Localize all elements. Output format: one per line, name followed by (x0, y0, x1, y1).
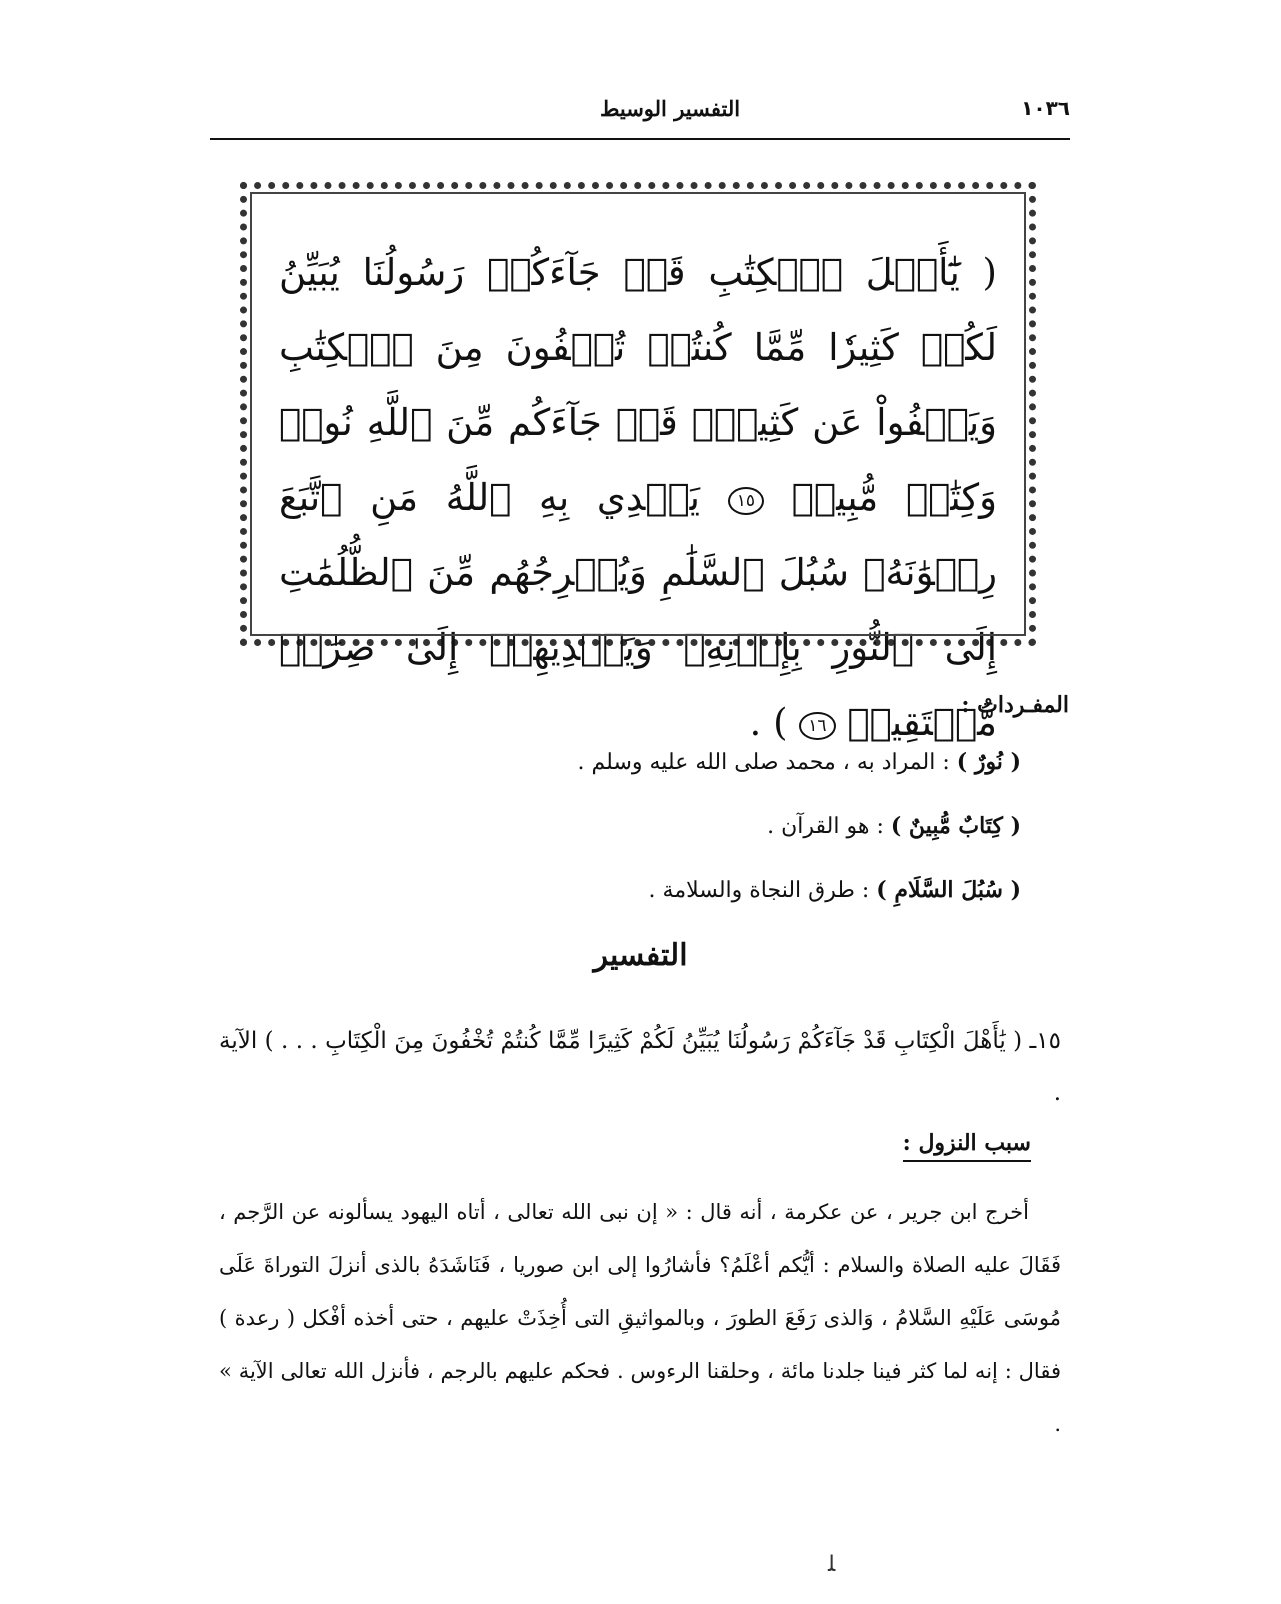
tafsir-section-title: التفسير (593, 938, 688, 973)
vocabulary-definition: : طرق النجاة والسلامة . (648, 878, 877, 903)
cause-of-revelation-heading: سبب النزول : (903, 1130, 1031, 1162)
vocabulary-definition: : هو القرآن . (767, 814, 891, 839)
scan-mark: ﻠ (828, 1552, 836, 1577)
vocabulary-item (261, 804, 1021, 868)
cause-of-revelation-text: أخرج ابن جرير ، عن عكرمة ، أنه قال : « إن نبى الله تعالى ، أتاه اليهود يسألونه عن الرَّجم ، فَقَالَ عليه الصلاة والسلام : أيُّكم أعْلَمُ؟ فأشارُوا إلى ابن صوريا ، فَنَاشَدَهُ بالذى أنزلَ التوراةَ عَلَى مُوسَى عَلَيْهِ السَّلامُ ، وَالذى رَفَعَ الطورَ ، وبالمواثيقِ التى أُخِذَتْ عليهم ، حتى أخذه أفْكل ( رعدة ) فقال : إنه لما كثر فينا جلدنا مائة ، وحلقنا الرءوس . فحكم عليهم بالرجم ، فأنزل الله تعالى الآية » . (219, 1200, 1061, 1436)
page-number: ١٠٣٦ (1021, 96, 1070, 120)
tafsir-verse-quote: ١٥ـ ( يَٰأَهْلَ الْكِتَابِ قَدْ جَآءَكُمْ رَسُولُنَا يُبَيِّنُ لَكُمْ كَثِيرًا مِّمَّا كُنتُمْ تُخْفُونَ مِنَ الْكِتَابِ . . . ) الآية . (219, 1028, 1061, 1106)
verse-segment-16: يَهۡدِي بِهِ ٱللَّهُ مَنِ ٱتَّبَعَ رِضۡوَٰنَهُۥ سُبُلَ ٱلسَّلَٰمِ وَيُخۡرِجُهُم مِّنَ ٱلظُّلُمَٰتِ إِلَى ٱلنُّورِ بِإِذۡنِهِۦ وَيَهۡدِيهِمۡ إِلَىٰ صِرَٰطٖ مُّسۡتَقِيمٖ (279, 476, 997, 744)
verse-text (279, 235, 997, 760)
page-header (210, 92, 1070, 140)
vocabulary-term: ( كِتَابٌ مُّبِينٌ ) (890, 813, 1021, 839)
vocabulary-heading: المفـردات : (961, 692, 1069, 718)
vocabulary-definition: : المراد به ، محمد صلى الله عليه وسلم . (577, 750, 957, 775)
vocabulary-term: ( سُبُلَ السَّلَامِ ) (876, 877, 1021, 903)
ayah-number-15: ١٥ (728, 487, 764, 515)
vocabulary-item (261, 740, 1021, 804)
vocabulary-term: ( نُورٌ ) (956, 749, 1021, 775)
verse-segment-15: ( يَٰٓأَهۡلَ ٱلۡكِتَٰبِ قَدۡ جَآءَكُمۡ رَسُولُنَا يُبَيِّنُ لَكُمۡ كَثِيرٗا مِّمَّا كُنتُمۡ تُخۡفُونَ مِنَ ٱلۡكِتَٰبِ وَيَعۡفُواْ عَن كَثِيرٖۚ قَدۡ جَآءَكُم مِّنَ ٱللَّهِ نُورٞ وَكِتَٰبٞ مُّبِينٞ (279, 251, 997, 519)
ayah-number-16: ١٦ (799, 712, 835, 740)
running-title: التفسير الوسيط (599, 96, 741, 121)
verse-closing: ) . (749, 701, 788, 744)
vocabulary-item (261, 868, 1021, 932)
vocabulary-list (261, 740, 1021, 932)
